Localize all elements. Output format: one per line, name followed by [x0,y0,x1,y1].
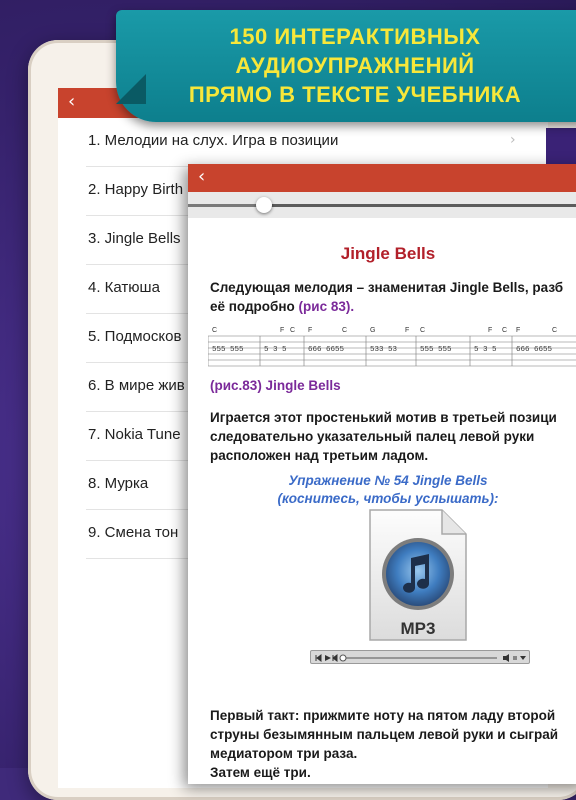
lesson-title: Jingle Bells [340,244,436,263]
banner-text [140,22,570,109]
para3-line-1: Первый такт: прижмите ноту на пятом ладу второй [210,708,556,723]
tab-number: 533 53 [370,346,398,354]
skip-forward-icon [333,655,337,661]
tab-chord-label: G [370,327,376,334]
play-icon [325,655,331,661]
menu-icon [513,657,517,659]
tab-chord-label: C [502,327,508,334]
tab-chords [212,327,557,334]
tab-numbers [212,346,553,354]
back-chevron-icon[interactable]: ‹ [198,166,206,187]
figure-caption: (рис.83) Jingle Bells [210,378,341,393]
intro-line-1: Следующая мелодия – знаменитая Jingle Bells, разб [210,280,564,295]
para2-line-2: следовательно указательный палец левой руки [210,429,535,444]
list-item-label: 9. Смена тон [88,524,179,541]
tab-number: 666 6655 [308,346,345,354]
tab-chord-label: C [212,327,218,334]
tablature-figure [208,324,576,384]
tab-number: 555 555 [420,346,452,354]
exercise-hint: (коснитесь, чтобы услышать): [277,491,499,506]
skip-back-icon [316,655,321,661]
tab-chord-label: F [308,327,313,334]
mp3-label: MP3 [400,619,436,638]
tab-chord-label: C [552,327,558,334]
list-item-label: 1. Мелодии на слух. Игра в позиции [88,132,339,149]
tab-chord-label: C [342,327,348,334]
progress-fill [188,204,264,207]
dropdown-icon [520,656,526,660]
list-item[interactable] [86,118,548,167]
banner-line-3: ПРЯМО В ТЕКСТЕ УЧЕБНИКА [188,82,522,107]
volume-icon [503,654,509,662]
tab-chord-label: F [280,327,285,334]
first-bar-paragraph [210,706,558,782]
exercise-title: Упражнение № 54 Jingle Bells [288,473,488,488]
para3-line-3: медиатором три раза. [210,746,358,761]
audio-player[interactable] [310,650,530,664]
audio-player-controls [311,652,529,664]
progress-knob[interactable] [256,197,272,213]
position-paragraph [210,408,557,465]
list-item-label: 3. Jingle Bells [88,230,181,247]
tab-number: 5 3 5 [474,346,497,354]
para2-line-3: расположен над третьим ладом. [210,448,429,463]
audio-progress-bar[interactable] [188,192,576,218]
tab-chord-label: F [516,327,521,334]
tab-number: 5 3 5 [264,346,287,354]
list-item-label: 5. Подмосков [88,328,182,345]
figure-reference-link[interactable]: (рис 83). [298,299,355,314]
list-item-label: 7. Nokia Tune [88,426,181,443]
lesson-panel [188,164,576,784]
tab-chord-label: C [420,327,426,334]
mp3-file-icon[interactable] [366,508,468,644]
tab-chord-label: C [290,327,296,334]
tab-number: 666 6655 [516,346,553,354]
tab-chord-label: F [405,327,410,334]
para3-line-2: струны безымянным пальцем левой руки и сыграй [210,727,559,742]
list-item-label: 2. Happy Birth [88,181,184,198]
para3-line-4: Затем ещё три. [210,765,311,780]
back-chevron-icon[interactable]: ‹ [68,91,76,112]
intro-paragraph [210,278,563,316]
list-item-label: 6. В мире жив [88,377,185,394]
tab-number: 555 555 [212,346,244,354]
list-item-label: 4. Катюша [88,279,160,296]
tab-chord-label: F [488,327,493,334]
list-item-label: 8. Мурка [88,475,149,492]
player-knob [340,655,346,661]
intro-line-2: её подробно [210,299,299,314]
banner-line-2: АУДИОУПРАЖНЕНИЙ [235,53,475,78]
exercise-heading [188,472,576,508]
para2-line-1: Играется этот простенький мотив в третьей позици [210,410,557,425]
lesson-navbar [188,164,576,192]
banner-line-1: 150 ИНТЕРАКТИВНЫХ [229,24,481,49]
chevron-right-icon: › [510,132,516,148]
